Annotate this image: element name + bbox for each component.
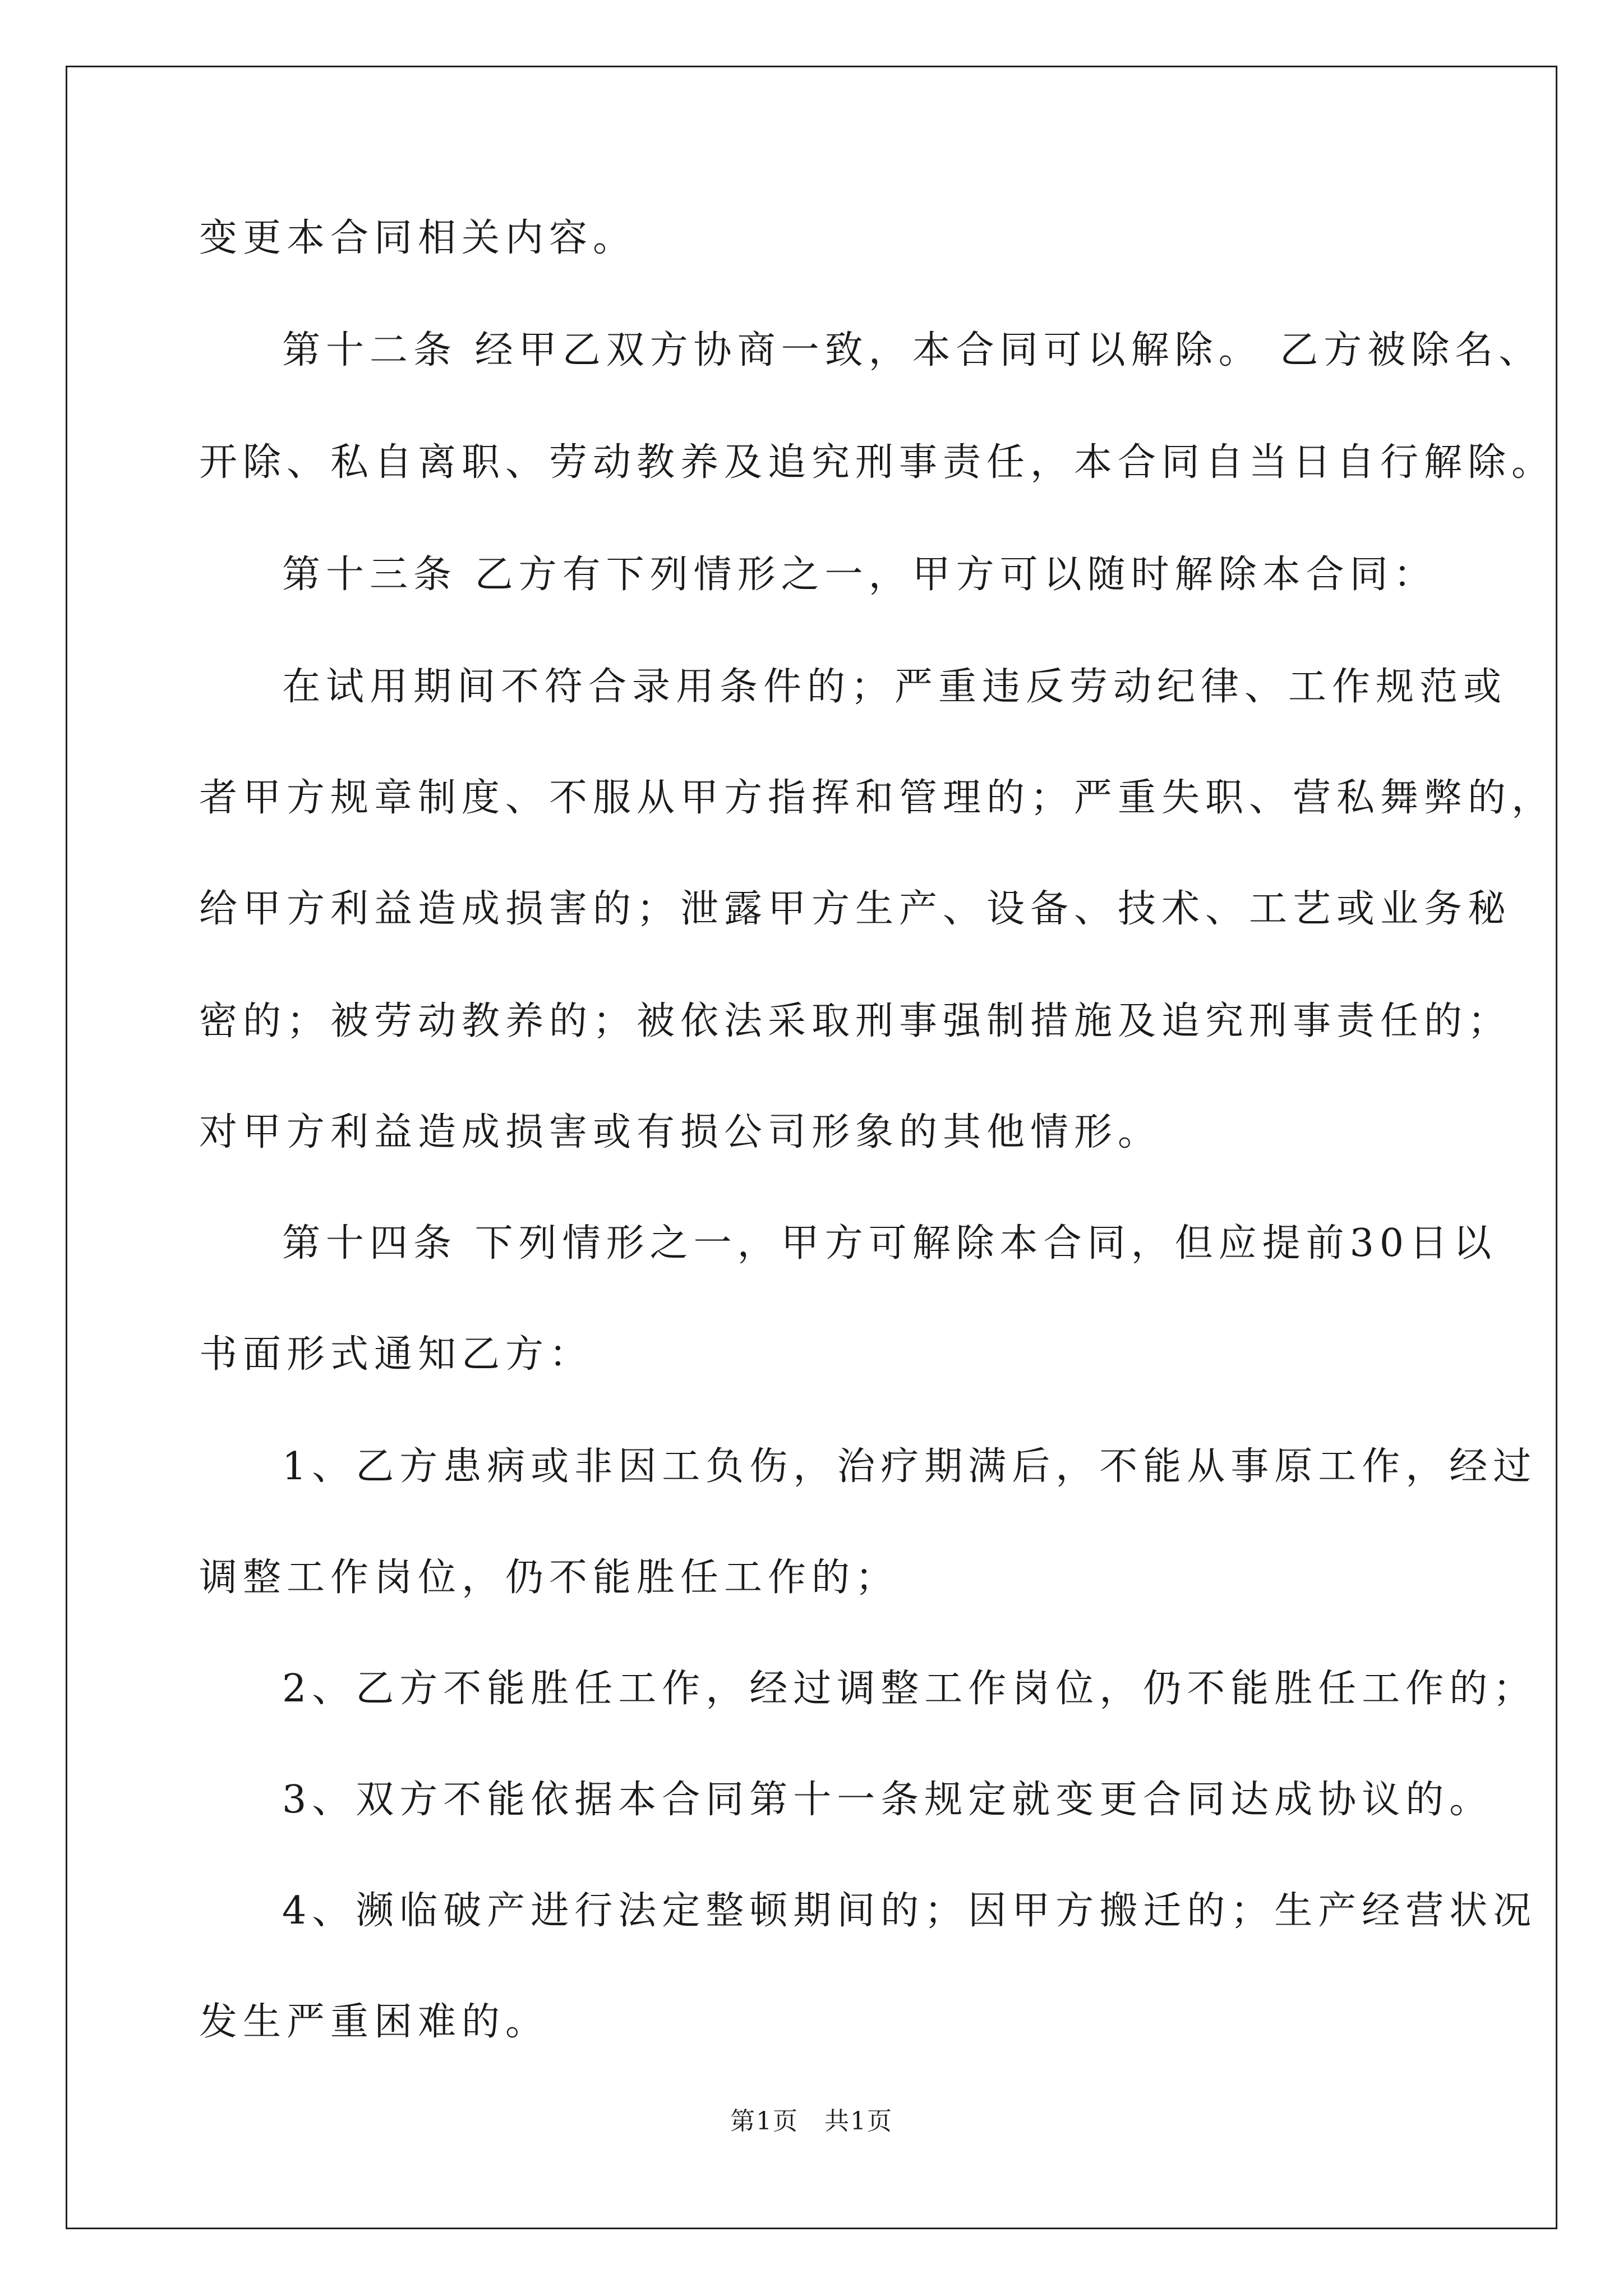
text-line: 2、乙方不能胜任工作，经过调整工作岗位，仍不能胜任工作的； <box>282 1667 1537 1711</box>
text-line: 变更本合同相关内容。 <box>199 216 637 260</box>
text-line: 4、濒临破产进行法定整顿期间的；因甲方搬迁的；生产经营状况 <box>282 1889 1537 1933</box>
text-line: 第十四条 下列情形之一，甲方可解除本合同，但应提前30日以 <box>282 1221 1497 1266</box>
text-line: 密的；被劳动教养的；被依法采取刑事强制措施及追究刑事责任的； <box>199 999 1512 1043</box>
text-line: 第十二条 经甲乙双方协商一致，本合同可以解除。 乙方被除名、 <box>282 328 1543 372</box>
text-line: 对甲方利益造成损害或有损公司形象的其他情形。 <box>199 1110 1162 1154</box>
text-line: 在试用期间不符合录用条件的；严重违反劳动纪律、工作规范或 <box>282 665 1507 709</box>
text-line: 者甲方规章制度、不服从甲方指挥和管理的；严重失职、营私舞弊的， <box>199 776 1556 820</box>
text-line: 开除、私自离职、劳动教养及追究刑事责任，本合同自当日自行解除。 <box>199 440 1556 485</box>
page-footer: 第1页 共1页 <box>730 2107 893 2136</box>
text-line: 发生严重困难的。 <box>199 2000 550 2044</box>
text-line: 3、双方不能依据本合同第十一条规定就变更合同达成协议的。 <box>282 1778 1493 1822</box>
text-line: 给甲方利益造成损害的；泄露甲方生产、设备、技术、工艺或业务秘 <box>199 887 1512 931</box>
text-line: 调整工作岗位，仍不能胜任工作的； <box>199 1556 900 1600</box>
text-line: 第十三条 乙方有下列情形之一，甲方可以随时解除本合同： <box>282 553 1437 597</box>
text-line: 书面形式通知乙方： <box>199 1332 593 1377</box>
text-line: 1、乙方患病或非因工负伤，治疗期满后，不能从事原工作，经过 <box>282 1444 1537 1489</box>
